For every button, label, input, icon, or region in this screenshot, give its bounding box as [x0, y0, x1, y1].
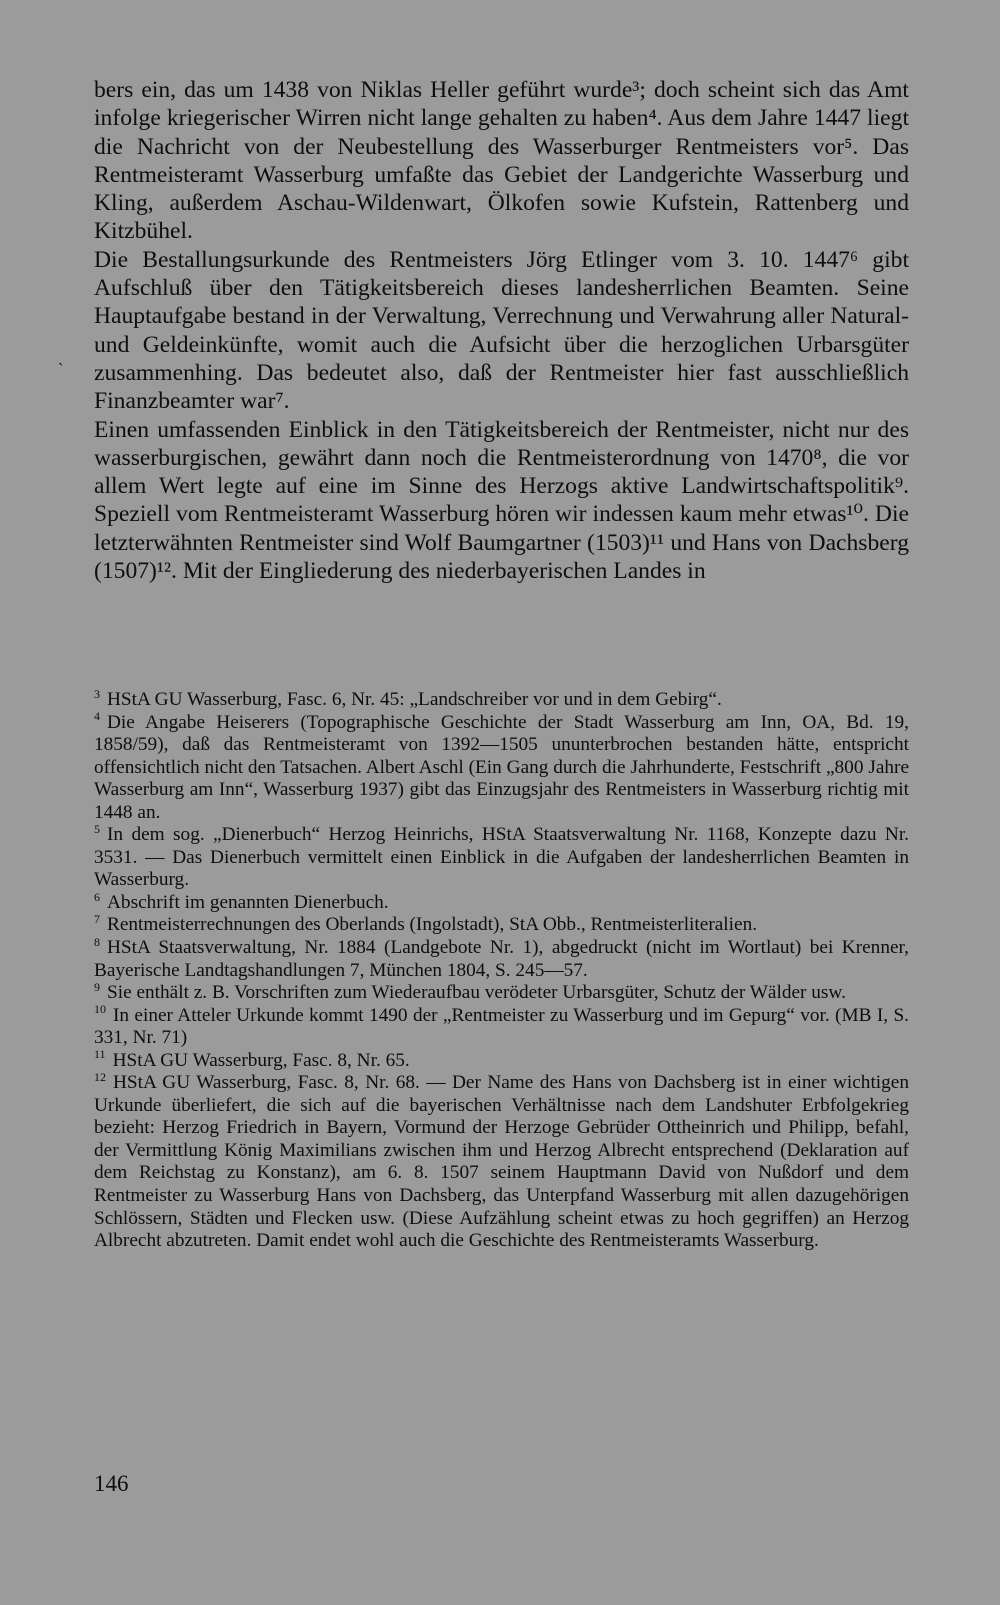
footnote-8	[94, 934, 909, 982]
footnote-text: Die Angabe Heiserers (Topographische Geschichte der Stadt Wasserburg am Inn, OA, Bd. 19, 1858/59), daß das Rentmeisteramt von 1392—1505 ununterbrochen bestanden hätte, entspricht offensichtlich nicht den Tatsachen. Albert Aschl (Ein Gang durch die Jahrhunderte, Festschrift „800 Jahre Wasserburg am Inn“, Wasserburg 1937) gibt das Einzugsjahr des Rentmeisters in Wasserburg richtig mit 1448 an.	[94, 711, 909, 823]
footnote-text: HStA Staatsverwaltung, Nr. 1884 (Landgebote Nr. 1), abgedruckt (nicht im Wortlaut) bei Krenner, Bayerische Landtagshandlungen 7, München 1804, S. 245—57.	[94, 937, 909, 981]
footnote-text: HStA GU Wasserburg, Fasc. 6, Nr. 45: „Landschreiber vor und in dem Gebirg“.	[107, 689, 722, 710]
footnote-9	[94, 979, 909, 1005]
footnote-11	[94, 1047, 909, 1073]
paragraph-3: Einen umfassenden Einblick in den Tätigkeitsbereich der Rentmeister, nicht nur des wasserburgischen, gewährt dann noch die Rentmeisterordnung von 1470⁸, die vor allem Wert legte auf eine im Sinne des Herzogs aktive Landwirtschaftspolitik⁹. Speziell vom Rentmeisteramt Wasserburg hören wir indessen kaum mehr etwas¹⁰. Die letzterwähnten Rentmeister sind Wolf Baumgartner (1503)¹¹ und Hans von Dachsberg (1507)¹². Mit der Eingliederung des niederbayerischen Landes in	[94, 416, 909, 585]
footnote-number: 10	[94, 1002, 106, 1017]
page-number: 146	[94, 1471, 129, 1496]
footnote-6	[94, 889, 909, 915]
footnote-7	[94, 914, 909, 937]
footnote-text: In einer Atteler Urkunde kommt 1490 der „Rentmeister zu Wasserburg und im Gepurg“ vor. (MB I, S. 331, Nr. 71)	[94, 1004, 909, 1049]
margin-mark: ˎ	[58, 349, 64, 366]
footnote-number: 6	[94, 889, 100, 904]
footnote-12	[94, 1069, 909, 1252]
footnote-number: 5	[94, 821, 100, 836]
footnote-number: 3	[94, 686, 100, 701]
footnote-text: Sie enthält z. B. Vorschriften zum Wiederaufbau verödeter Urbarsgüter, Schutz der Wälder usw.	[107, 982, 846, 1004]
footnote-number: 7	[94, 912, 100, 927]
footnote-text: HStA GU Wasserburg, Fasc. 8, Nr. 68. — Der Name des Hans von Dachsberg ist in einer wichtigen Urkunde überliefert, die sich auf die bayerischen Verhältnisse nach dem Landshuter Erbfolgekrieg bezieht: Herzog Friedrich in Bayern, Vormund der Herzoge Gebrüder Ottheinrich und Philipp, befahl, der Vermittlung König Maximilians zwischen ihm und Herzog Albrecht entsprechend (Deklaration auf dem Reichstag zu Konstanz), am 6. 8. 1507 seinem Hauptmann David von Nußdorf und dem Rentmeister zu Wasserburg Hans von Dachsberg, das Unterpfand Wasserburg mit allen dazugehörigen Schlössern, Städten und Flecken usw. (Diese Aufzählung scheint etwas zu hoch gegriffen) an Herzog Albrecht abzutreten. Damit endet wohl auch die Geschichte des Rentmeisteramts Wasserburg.	[94, 1072, 909, 1252]
footnote-text: HStA GU Wasserburg, Fasc. 8, Nr. 65.	[112, 1049, 410, 1071]
footnote-number: 11	[94, 1047, 106, 1062]
footnote-number: 9	[94, 979, 100, 994]
main-text	[94, 76, 909, 585]
footnote-5	[94, 821, 909, 892]
footnote-number: 8	[94, 934, 100, 949]
footnote-10	[94, 1002, 909, 1050]
footnote-text: In dem sog. „Dienerbuch“ Herzog Heinrichs, HStA Staatsverwaltung Nr. 1168, Konzepte dazu Nr. 3531. — Das Dienerbuch vermittelt einen Einblick in die Aufgaben der landesherrlichen Beamten in Wasserburg.	[94, 824, 909, 891]
footnote-3	[94, 686, 909, 712]
footnotes	[94, 686, 909, 1253]
paragraph-1: bers ein, das um 1438 von Niklas Heller geführt wurde³; doch scheint sich das Amt infolge kriegerischer Wirren nicht lange gehalten zu haben⁴. Aus dem Jahre 1447 liegt die Nachricht von der Neubestellung des Wasserburger Rentmeisters vor⁵. Das Rentmeisteramt Wasserburg umfaßte das Gebiet der Landgerichte Wasserburg und Kling, außerdem Aschau-Wildenwart, Ölkofen sowie Kufstein, Rattenberg und Kitzbühel.	[94, 77, 909, 245]
footnote-number: 4	[94, 709, 100, 724]
paragraph-2: Die Bestallungsurkunde des Rentmeisters Jörg Etlinger vom 3. 10. 1447⁶ gibt Aufschluß über den Tätigkeitsbereich dieses landesherrlichen Beamten. Seine Hauptaufgabe bestand in der Verwaltung, Verrechnung und Verwahrung aller Natural- und Geldeinkünfte, womit auch die Aufsicht über die herzoglichen Urbarsgüter zusammenhing. Das bedeutet also, daß der Rentmeister hier fast ausschließlich Finanzbeamter war⁷.	[94, 246, 909, 415]
footnote-number: 12	[94, 1069, 106, 1084]
footnote-4	[94, 709, 909, 825]
footnote-text: Abschrift im genannten Dienerbuch.	[107, 891, 389, 913]
footnote-text: Rentmeisterrechnungen des Oberlands (Ingolstadt), StA Obb., Rentmeisterliteralien.	[107, 914, 758, 936]
